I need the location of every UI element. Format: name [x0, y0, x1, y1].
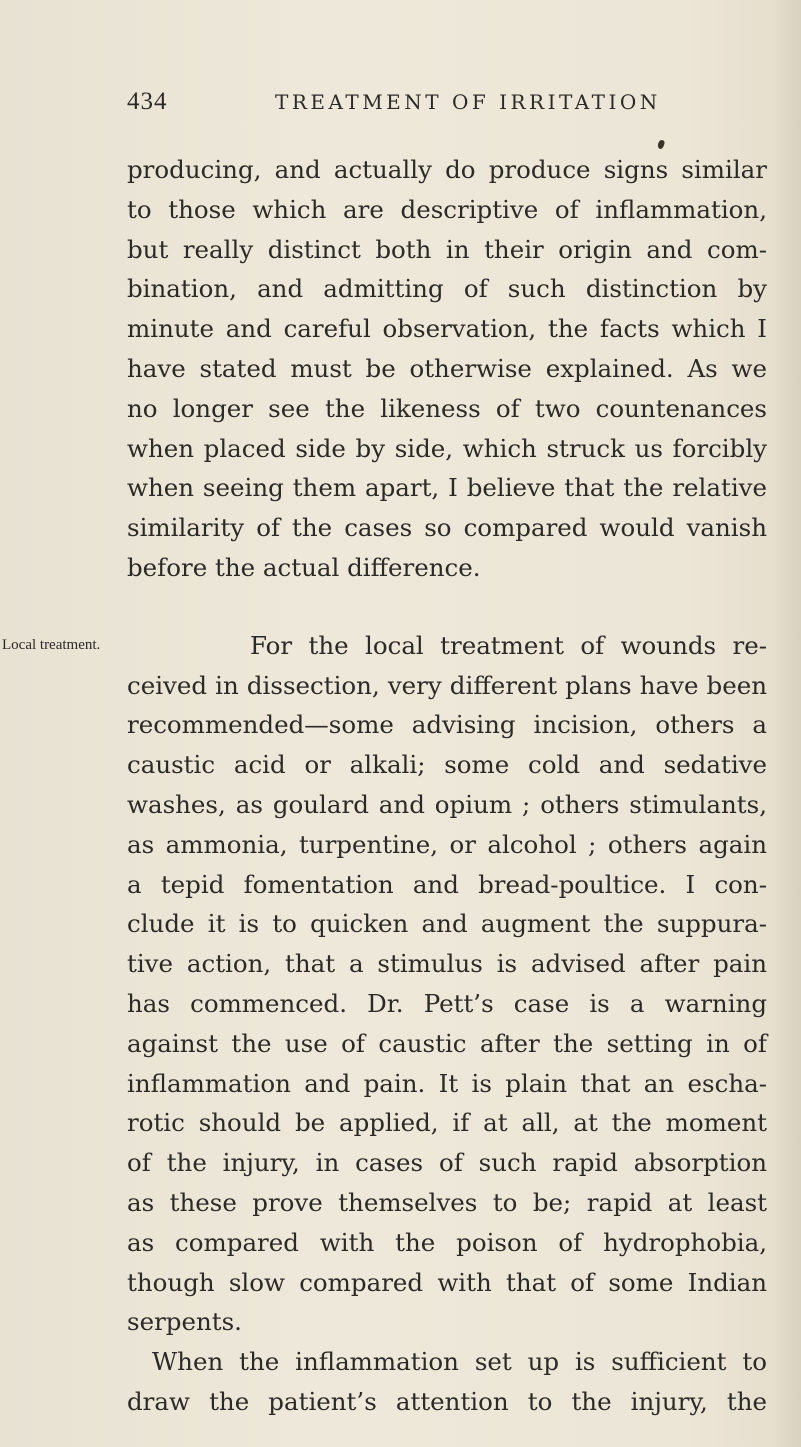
body-text: [2, 150, 767, 1422]
running-title: TREATMENT OF IRRITATION: [275, 90, 661, 114]
text-line: draw the patient’s attention to the injury, the: [127, 1386, 767, 1416]
text-line: no longer see the likeness of two countenances: [127, 393, 767, 423]
text-line: For the local treatment of wounds re-: [250, 630, 767, 660]
text-line: as these prove themselves to be; rapid at least: [127, 1187, 767, 1217]
text-line: as compared with the poison of hydrophobia,: [127, 1227, 767, 1257]
text-line: when seeing them apart, I believe that the relative: [127, 473, 767, 503]
text-line: have stated must be otherwise explained. As we: [127, 353, 767, 383]
text-line: a tepid fomentation and bread-poultice. I con-: [127, 869, 767, 899]
running-head: [127, 88, 767, 122]
text-line: has commenced. Dr. Pett’s case is a warning: [127, 988, 767, 1018]
paragraph-3: [127, 1342, 767, 1422]
text-line: washes, as goulard and opium ; others stimulants,: [127, 789, 767, 819]
text-line: of the injury, in cases of such rapid absorption: [127, 1148, 767, 1178]
text-line: caustic acid or alkali; some cold and sedative: [127, 750, 767, 780]
text-line: to those which are descriptive of inflammation,: [127, 194, 767, 224]
paragraph-gap: [127, 588, 767, 626]
text-line: as ammonia, turpentine, or alcohol ; others again: [127, 829, 767, 859]
text-line: recommended—some advising incision, others a: [127, 710, 767, 740]
text-line: when placed side by side, which struck us forcibly: [127, 433, 767, 463]
page-edge-shadow: [773, 0, 801, 1447]
text-line: against the use of caustic after the setting in of: [127, 1028, 767, 1058]
text-line: inflammation and pain. It is plain that an escha-: [127, 1068, 767, 1098]
text-line: ceived in dissection, very different plans have been: [127, 670, 767, 700]
text-line: similarity of the cases so compared would vanish: [127, 513, 767, 543]
page-number: 434: [127, 88, 168, 115]
paragraph-2: [2, 626, 767, 1342]
text-line: minute and careful observation, the facts which I: [127, 314, 767, 344]
text-line: When the inflammation set up is sufficient to: [152, 1347, 767, 1377]
text-line: but really distinct both in their origin and com-: [127, 234, 767, 264]
text-line: serpents.: [127, 1307, 242, 1337]
text-line: tive action, that a stimulus is advised after pain: [127, 949, 767, 979]
text-line: before the actual difference.: [127, 552, 481, 582]
text-line: producing, and actually do produce signs similar: [127, 155, 767, 184]
text-line: clude it is to quicken and augment the suppura-: [127, 909, 767, 939]
ink-blot: [657, 139, 666, 150]
margin-note: Local treatment.: [2, 636, 101, 653]
paragraph-1: [127, 150, 767, 588]
text-line: bination, and admitting of such distinction by: [127, 274, 767, 304]
text-line: rotic should be applied, if at all, at the moment: [127, 1108, 767, 1138]
text-line: though slow compared with that of some Indian: [127, 1267, 767, 1297]
